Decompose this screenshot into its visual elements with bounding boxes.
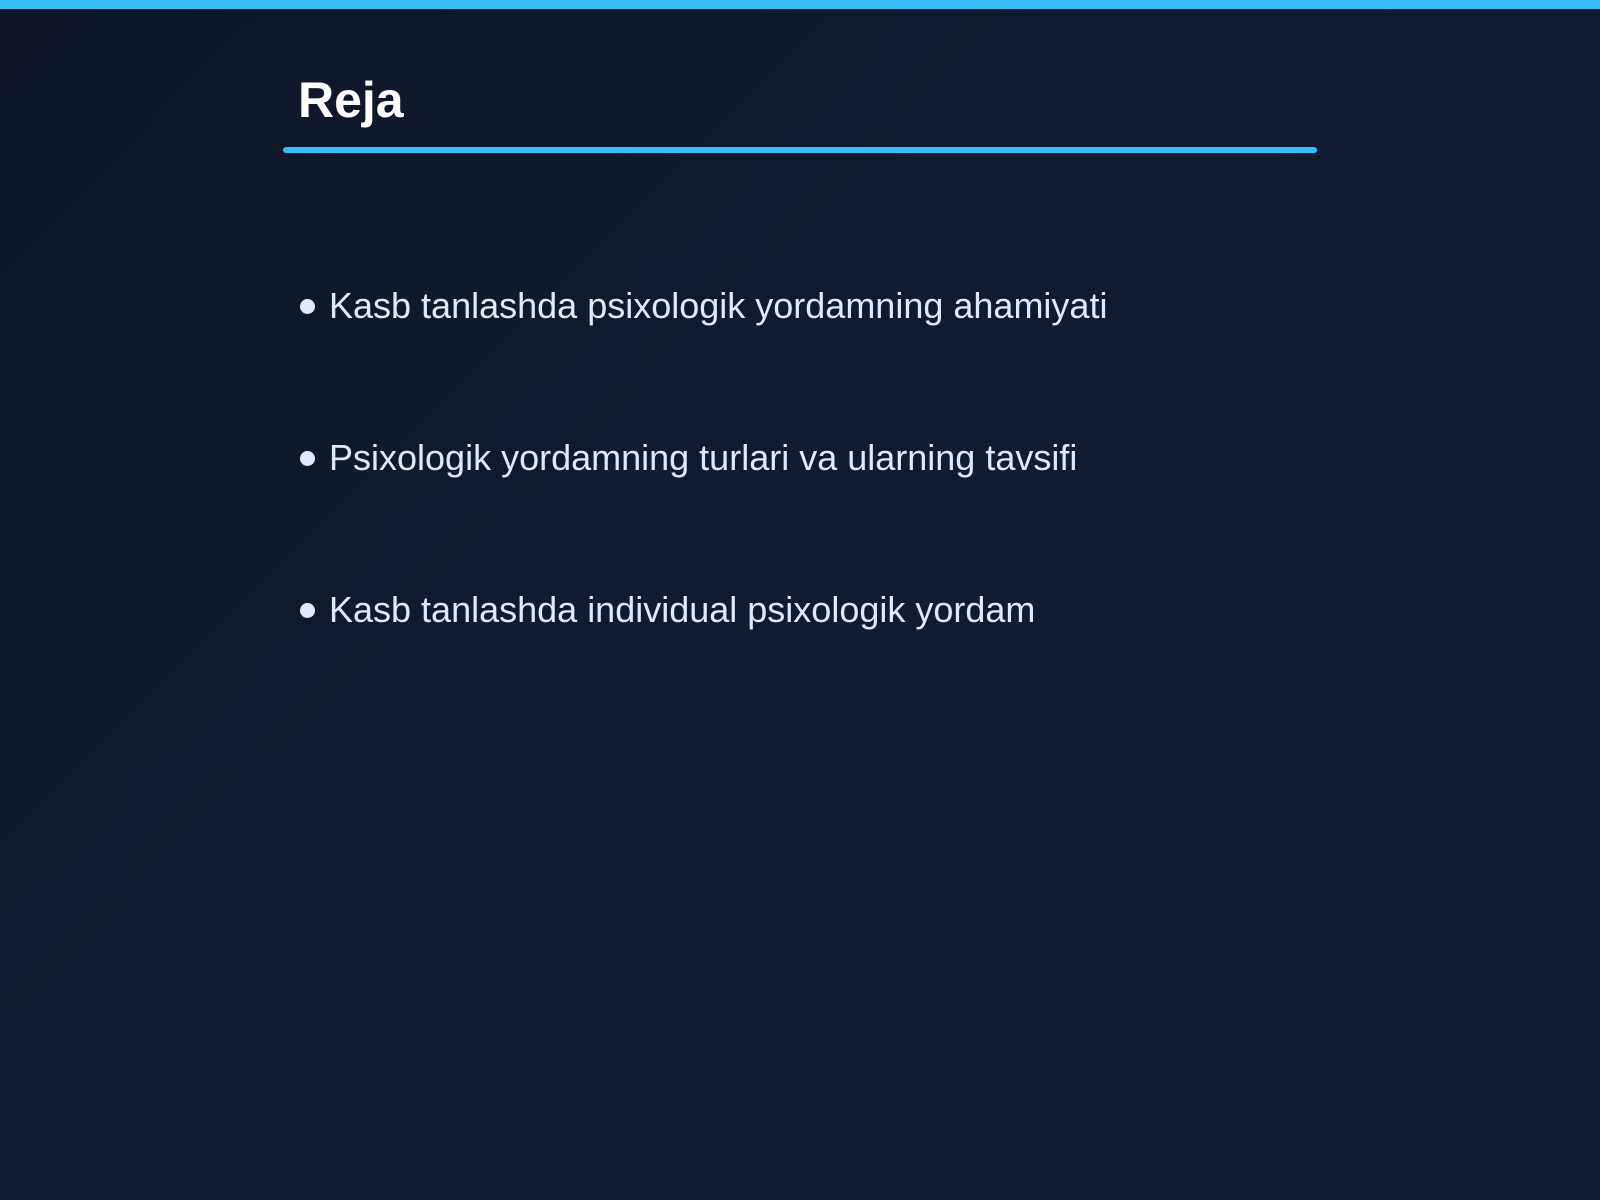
bullet-dot-icon	[300, 299, 315, 314]
bullet-text: Kasb tanlashda individual psixologik yordam	[329, 589, 1036, 630]
bullet-text: Psixologik yordamning turlari va ularning tavsifi	[329, 437, 1078, 478]
bullet-dot-icon	[300, 451, 315, 466]
bullet-text: Kasb tanlashda psixologik yordamning ahamiyati	[329, 285, 1108, 326]
bullet-item	[300, 582, 1107, 638]
title-underline	[283, 147, 1317, 153]
bullet-item	[300, 278, 1107, 334]
bullet-dot-icon	[300, 603, 315, 618]
bullet-list	[300, 278, 1107, 734]
bullet-item	[300, 430, 1107, 486]
slide-title: Reja	[298, 72, 404, 128]
